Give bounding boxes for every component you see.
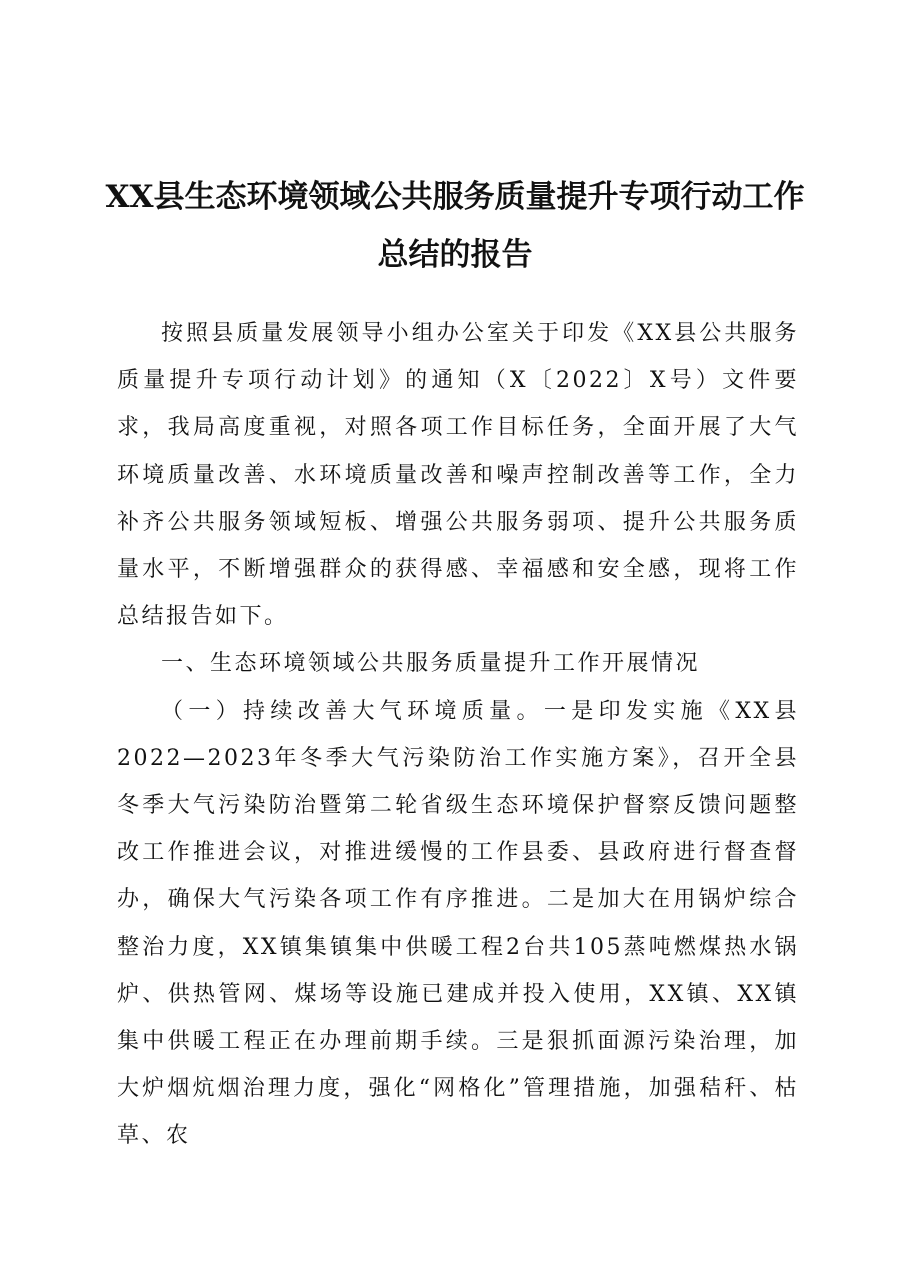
paragraph-air-quality: （一）持续改善大气环境质量。一是印发实施《XX县2022—2023年冬季大气污染防治工作实施方案》，召开全县冬季大气污染防治暨第二轮省级生态环境保护督察反馈问题整改工作推进会议，对推进缓慢的工作县委、县政府进行督查督办，确保大气污染各项工作有序推进。二是加大在用锅炉综合整治力度，XX镇集镇集中供暖工程2台共105蒸吨燃煤热水锅炉、供热管网、煤场等设施已建成并投入使用，XX镇、XX镇集中供暖工程正在办理前期手续。三是狠抓面源污染治理，加大炉烟炕烟治理力度，强化“网格化”管理措施，加强秸秆、枯草、农: [117, 698, 799, 1149]
paragraph-intro: 按照县质量发展领导小组办公室关于印发《XX县公共服务质量提升专项行动计划》的通知（X〔2022〕X号）文件要求，我局高度重视，对照各项工作目标任务，全面开展了大气环境质量改善、水环境质量改善和噪声控制改善等工作，全力补齐公共服务领域短板、增强公共服务弱项、提升公共服务质量水平，不断增强群众的获得感、幸福感和安全感，现将工作总结报告如下。: [117, 321, 799, 630]
document-title: XX县生态环境领域公共服务质量提升专项行动工作总结的报告: [105, 179, 805, 273]
document-body: [117, 310, 799, 1160]
section-heading: 一、生态环境领域公共服务质量提升工作开展情况: [161, 651, 701, 677]
